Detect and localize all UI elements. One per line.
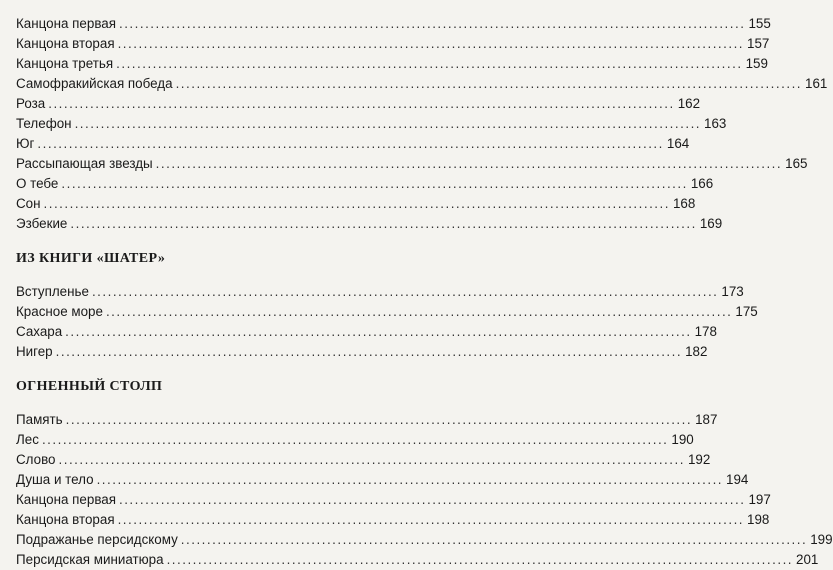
entry-title: Канцона вторая [16,36,115,51]
dot-leader: ........................................................................................................................ [116,56,743,71]
toc-entry [16,214,723,234]
entry-title: Подражанье персидскому [16,532,178,547]
toc-entry [16,490,771,510]
section-heading: ИЗ КНИГИ «ШАТЕР» [16,251,166,266]
entry-page-number: 197 [748,492,771,507]
entry-page-number: 168 [672,196,696,211]
entry-title: Канцона первая [16,492,116,507]
dot-leader: ........................................................................................................................ [166,552,794,567]
dot-leader: ........................................................................................................................ [55,344,683,359]
entry-title: Вступленье [16,284,89,299]
entry-page-number: 190 [671,432,694,447]
entry-page-number: 165 [785,156,808,171]
entry-page-number: 164 [666,136,690,151]
entry-title: Память [16,412,63,427]
entry-title: Сахара [16,324,63,339]
dot-leader: ........................................................................................................................ [117,36,745,51]
entry-title: Канцона третья [16,56,114,71]
toc-entry [16,174,714,194]
dot-leader: ........................................................................................................................ [118,16,746,31]
toc-entry [16,550,819,570]
entry-page-number: 166 [690,176,714,191]
entry-title: Персидская миниатюра [16,552,164,567]
toc-entry [16,94,701,114]
toc-entry [16,54,768,74]
dot-leader: ........................................................................................................................ [70,216,697,231]
toc-section-shater [16,248,758,362]
entry-title: Рассыпающая звезды [16,156,153,171]
dot-leader: ........................................................................................................................ [65,324,692,339]
entry-page-number: 182 [685,344,708,359]
entry-title: Душа и тело [16,472,94,487]
toc-entry [16,410,718,430]
dot-leader: ........................................................................................................................ [48,96,675,111]
entry-title: О тебе [16,176,59,191]
toc-entry [16,430,694,450]
dot-leader: ........................................................................................................................ [43,196,670,211]
entry-title: Самофракийская победа [16,76,173,91]
entry-title: Эзбекие [16,216,68,231]
toc-entry [16,470,749,490]
toc-entry [16,282,744,302]
toc-entry [16,302,758,322]
toc-group-continued [16,14,828,234]
entry-page-number: 169 [699,216,723,231]
entry-title: Нигер [16,344,53,359]
dot-leader: ........................................................................................................................ [117,512,745,527]
entry-title: Телефон [16,116,72,131]
dot-leader: ........................................................................................................................ [105,304,733,319]
entry-page-number: 157 [747,36,770,51]
entry-title: Лес [16,432,39,447]
entry-title: Канцона первая [16,16,116,31]
entry-title: Юг [16,136,35,151]
dot-leader: ........................................................................................................................ [37,136,664,151]
entry-title: Роза [16,96,46,111]
dot-leader: ........................................................................................................................ [180,532,808,547]
toc-entry [16,322,717,342]
entry-page-number: 175 [735,304,758,319]
entry-page-number: 173 [721,284,744,299]
entry-title: Слово [16,452,56,467]
entry-page-number: 199 [810,532,833,547]
dot-leader: ........................................................................................................................ [61,176,688,191]
entry-page-number: 201 [796,552,819,567]
entry-page-number: 161 [805,76,828,91]
table-of-contents [16,14,833,570]
dot-leader: ........................................................................................................................ [58,452,685,467]
section-heading: ОГНЕННЫЙ СТОЛП [16,379,163,394]
toc-entry [16,510,770,530]
dot-leader: ........................................................................................................................ [74,116,702,131]
dot-leader: ........................................................................................................................ [175,76,803,91]
entry-page-number: 178 [694,324,717,339]
entry-page-number: 155 [748,16,771,31]
dot-leader: ........................................................................................................................ [155,156,783,171]
toc-section-fire-pillar [16,376,833,570]
entry-page-number: 163 [704,116,727,131]
entry-page-number: 187 [695,412,718,427]
toc-entry [16,134,690,154]
toc-entry [16,14,771,34]
dot-leader: ........................................................................................................................ [91,284,719,299]
entry-page-number: 159 [745,56,768,71]
toc-entry [16,194,696,214]
entry-title: Канцона вторая [16,512,115,527]
dot-leader: ........................................................................................................................ [41,432,669,447]
toc-entry [16,450,711,470]
dot-leader: ........................................................................................................................ [65,412,693,427]
toc-entry [16,342,708,362]
toc-entry [16,154,808,174]
entry-page-number: 192 [687,452,711,467]
entry-page-number: 194 [726,472,749,487]
toc-entry [16,74,828,94]
entry-title: Сон [16,196,41,211]
entry-page-number: 198 [747,512,770,527]
toc-entry [16,114,727,134]
dot-leader: ........................................................................................................................ [96,472,724,487]
toc-entry [16,34,770,54]
dot-leader: ........................................................................................................................ [118,492,746,507]
entry-page-number: 162 [677,96,701,111]
entry-title: Красное море [16,304,103,319]
toc-entry [16,530,833,550]
